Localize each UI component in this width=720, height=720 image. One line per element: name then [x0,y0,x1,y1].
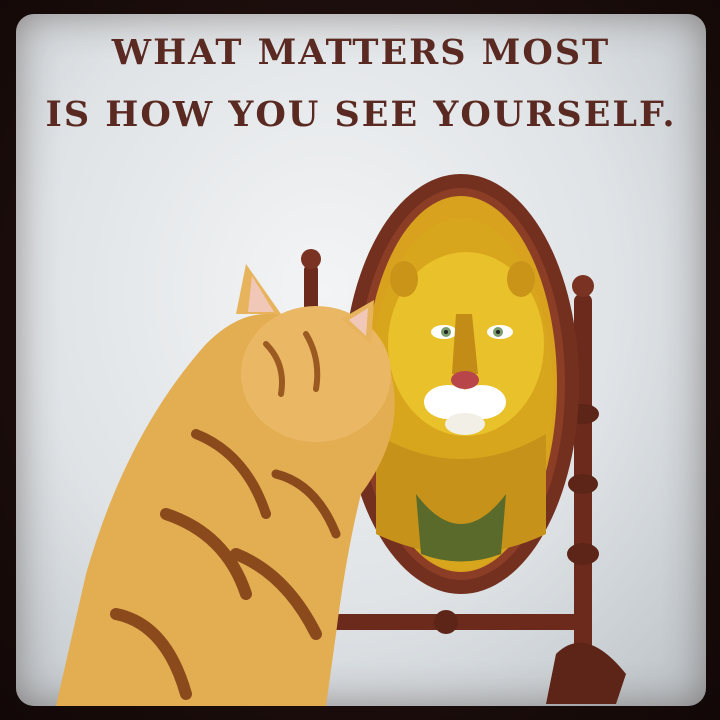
quote-line-1: WHAT MATTERS MOST [111,32,611,73]
ceramic-tile [16,14,706,706]
cat-icon [56,264,395,706]
illustration [16,14,706,706]
lion-icon [369,218,553,570]
quote-line-2: IS HOW YOU SEE YOURSELF. [45,94,677,135]
